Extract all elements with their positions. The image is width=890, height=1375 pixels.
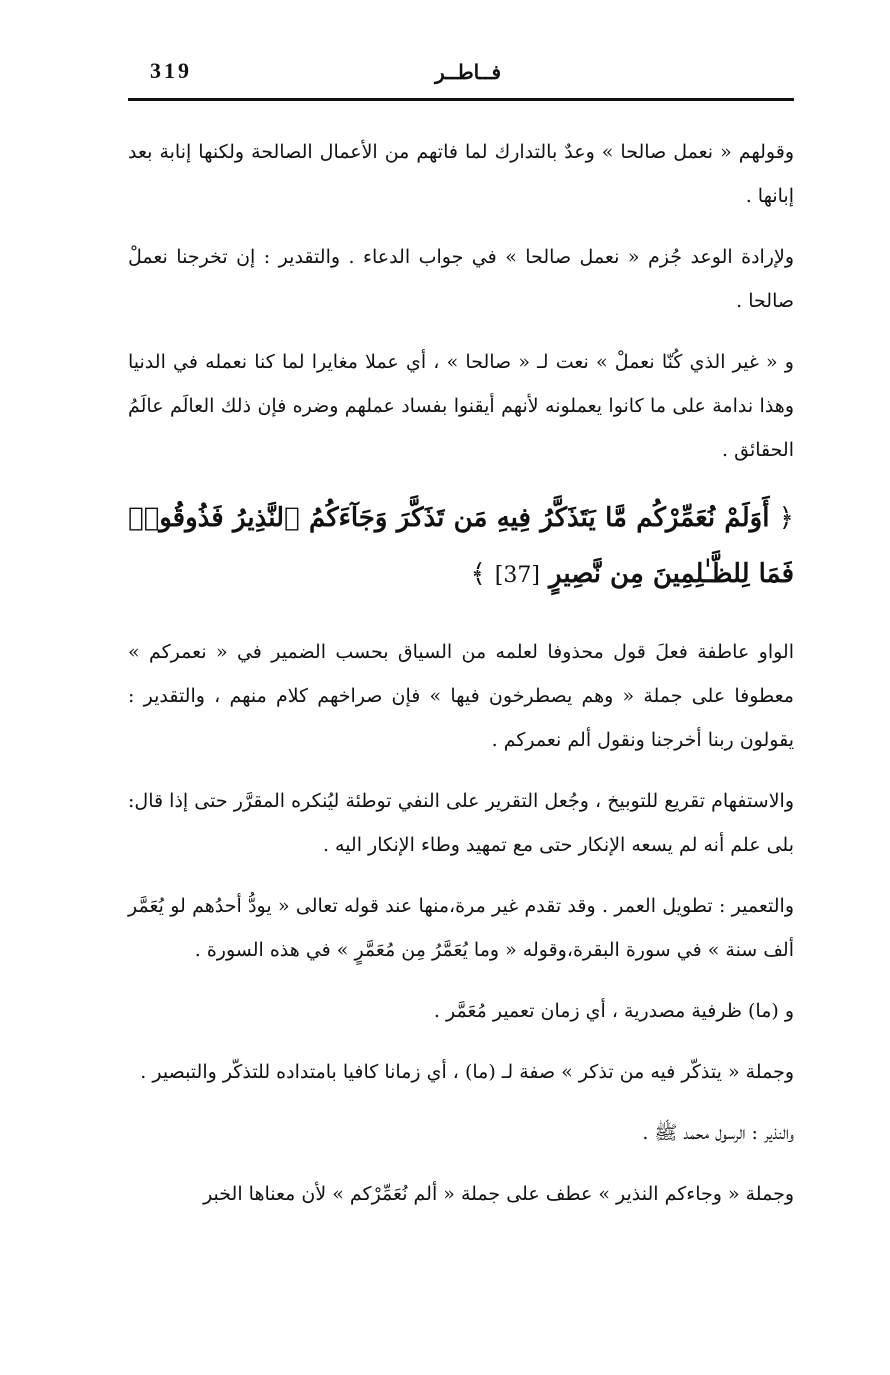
commentary-paragraph: والاستفهام تقريع للتوبيخ ، وجُعل التقرير على النفي توطئة ليُنكره المقرَّر حتى إذا قال: بلى علم أنه لم يسعه الإنكار حتى مع تمهيد وطاء الإنكار اليه .	[128, 790, 794, 856]
commentary-paragraph: و (ما) ظرفية مصدرية ، أي زمان تعمير مُعَمَّر .	[433, 1000, 794, 1022]
verse-open-bracket: ﴿	[778, 503, 794, 533]
body-text	[128, 130, 794, 1233]
verse-close-bracket: ﴾	[470, 559, 486, 589]
commentary-paragraph: وجملة « وجاءكم النذير » عطف على جملة « ألم نُعَمِّرْكم » لأن معناها الخبر	[203, 1183, 794, 1205]
paragraph: و « غير الذي كُنّا نعملْ » نعت لـ « صالحا » ، أي عملا مغايرا لما كنا نعمله في الدنيا وهذا ندامة على ما كانوا يعملونه لأنهم أيقنوا بفساد عملهم وضره فإن ذلك العالَم عالَمُ الحقائق .	[128, 351, 794, 461]
page-number: 319	[150, 58, 192, 83]
verse-text: أَوَلَمْ نُعَمِّرْكُم مَّا يَتَذَكَّرُ فِيهِ مَن تَذَكَّرَ وَجَآءَكُمُ ٱلنَّذِيرُ فَذُوقُوا۟ فَمَا لِلظَّـٰلِمِينَ مِن نَّصِيرٍ	[128, 503, 794, 589]
commentary-paragraph: والتعمير : تطويل العمر . وقد تقدم غير مرة،منها عند قوله تعالى « يودُّ أحدُهم لو يُعَمَّر ألف سنة » في سورة البقرة،وقوله « وما يُعَمَّرُ مِن مُعَمَّرٍ » في هذه السورة .	[128, 895, 794, 961]
commentary-paragraph: وجملة « يتذكّر فيه من تذكر » صفة لـ (ما) ، أي زمانا كافيا بامتداده للتذكّر والتبصير .	[140, 1061, 794, 1083]
paragraph: وقولهم « نعمل صالحا » وعدٌ بالتدارك لما فاتهم من الأعمال الصالحة ولكنها إنابة بعد إبانها .	[128, 141, 794, 207]
quran-verse	[128, 490, 794, 604]
page-header	[128, 52, 794, 101]
running-title: فــاطــر	[434, 60, 502, 84]
verse-number: [37]	[494, 563, 540, 588]
commentary-paragraph: والنذير : الرسول محمد ﷺ .	[642, 1122, 794, 1144]
paragraph: ولإرادة الوعد جُزم « نعمل صالحا » في جواب الدعاء . والتقدير : إن تخرجنا نعملْ صالحا .	[128, 246, 794, 312]
commentary-paragraph: الواو عاطفة فعلَ قول محذوفا لعلمه من السياق بحسب الضمير في « نعمركم » معطوفا على جملة « وهم يصطرخون فيها » فإن صراخهم كلام منهم ، والتقدير : يقولون ربنا أخرجنا ونقول ألم نعمركم .	[128, 641, 794, 751]
